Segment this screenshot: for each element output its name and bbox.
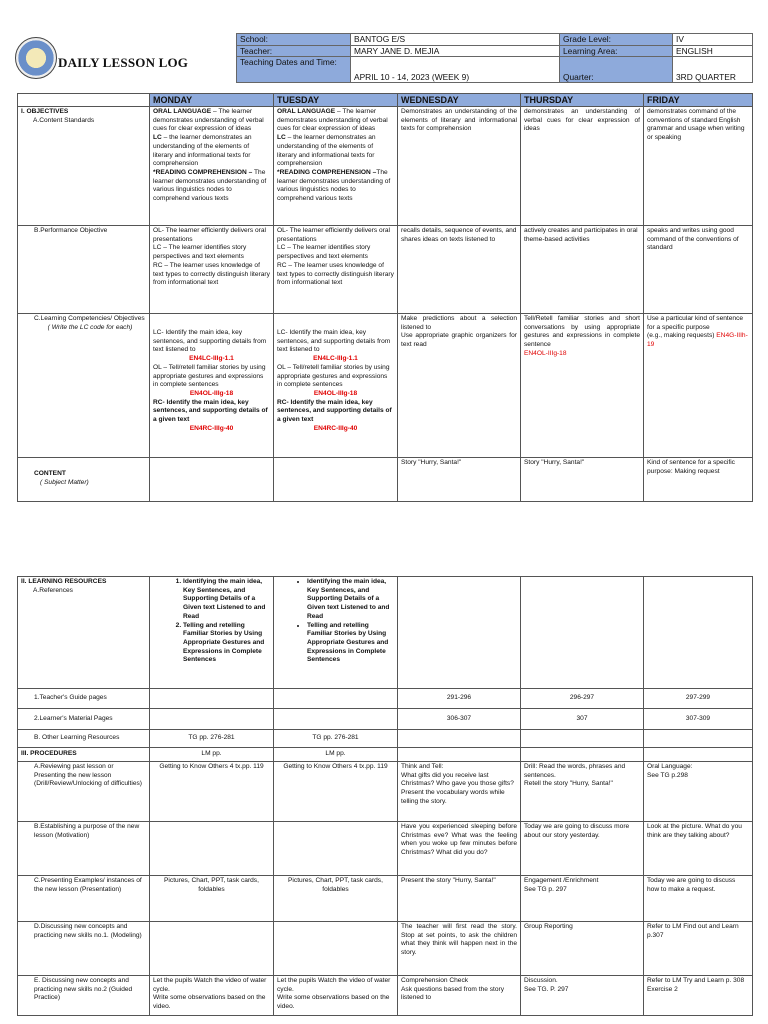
lc-thu-code: EN4OL-IIIg-18: [524, 349, 567, 357]
ref-tue-item-2: • Telling and retelling Familiar Stories by Using Appropriate Gestures and Expressions in Complete Sentences: [307, 622, 394, 666]
discussing-1-wednesday: The teacher will first read the story. Stop at set points, to ask the children what they think will happen next in the story.: [398, 922, 521, 976]
lc-mon-code-3: EN4RC-IIIg-40: [189, 424, 234, 432]
lc-fri-code: EN4G-IIIh-19: [647, 332, 748, 349]
content-monday: [150, 458, 274, 502]
grade-label: Grade Level:: [560, 34, 673, 46]
cs-mon-lc-bold: LC: [153, 134, 162, 142]
cs-mon-lc: – the learner demonstrates an understanding of the elements of literary and informational texts for comprehension: [153, 134, 252, 168]
teacher-label: Teacher:: [237, 45, 351, 57]
lc-thu-text: Tell/Retell familiar stories and short conversations by using appropriate gestures and expressions in complete sentence: [524, 315, 640, 349]
deped-seal-logo: [15, 37, 57, 79]
content-standards-text: A.Content Standards: [33, 116, 95, 124]
lm-friday: 307-309: [644, 709, 753, 730]
lm-tuesday: [274, 709, 398, 730]
cs-mon-rc-bold: *READING COMPREHENSION –: [153, 168, 253, 176]
procedures-table: [17, 576, 753, 1016]
cs-tue-lc-bold: LC: [277, 134, 286, 142]
performance-objective-wednesday: recalls details, sequence of events, and shares ideas on texts listened to: [398, 226, 521, 314]
area-label: Learning Area:: [560, 45, 673, 57]
lc-mon-code-2: EN4OL-IIIg-18: [189, 389, 234, 397]
procedures-thursday: [521, 748, 644, 762]
learning-competencies-tuesday: [274, 314, 398, 458]
lc-label-text: C.Learning Competencies/ Objectives: [34, 315, 145, 322]
lc-mon-code-1: EN4LC-IIIg-1.1: [189, 355, 234, 363]
discussing-1-tuesday: [274, 922, 398, 976]
cs-tue-rc-bold: *READING COMPREHENSION –: [277, 168, 377, 176]
discussing-1-monday: [150, 922, 274, 976]
tg-monday: [150, 689, 274, 709]
tg-wednesday: 291-296: [398, 689, 521, 709]
area-value: ENGLISH: [673, 45, 753, 57]
corner-cell: [18, 94, 150, 107]
ref-tue-item-1: • Identifying the main idea, Key Sentences, and Supporting Details of a Given text Listened to and Read: [307, 578, 394, 622]
content-standards-monday: [150, 107, 274, 226]
school-value: BANTOG E/S: [351, 34, 560, 46]
other-resources-label: B. Other Learning Resources: [18, 730, 150, 748]
performance-objective-tuesday: OL- The learner efficiently delivers oral presentations LC – The learner identifies story perspectives and text elements RC – The learner uses knowledge of text types to correctly distinguish literary from informational text: [274, 226, 398, 314]
content-friday: Kind of sentence for a specific purpose: Making request: [644, 458, 753, 502]
lm-wednesday: 306-307: [398, 709, 521, 730]
ref-mon-item-1: 1. Identifying the main idea, Key Sentences, and Supporting Details of a Given text Listened to and Read: [183, 578, 270, 622]
content-wednesday: Story "Hurry, Santa!": [398, 458, 521, 502]
cs-tue-ol-bold: ORAL LANGUAGE: [277, 108, 336, 115]
lc-tue-code-3: EN4RC-IIIg-40: [313, 424, 358, 432]
school-label: School:: [237, 34, 351, 46]
lc-tue-2: OL – Tell/retell familiar stories by using appropriate gestures and expressions in complete sentences: [277, 363, 390, 389]
lm-pages-label: 2.Learner's Material Pages: [18, 709, 150, 730]
dates-value: APRIL 10 - 14, 2023 (WEEK 9): [351, 57, 560, 83]
other-monday: TG pp. 276-281: [150, 730, 274, 748]
purpose-thursday: Today we are going to discuss more about our story yesterday.: [521, 822, 644, 876]
lc-tue-code-2: EN4OL-IIIg-18: [313, 389, 358, 397]
lm-thursday: 307: [521, 709, 644, 730]
content-sub-label: ( Subject Matter): [40, 478, 89, 486]
learning-competencies-thursday: [521, 314, 644, 458]
references-label: [18, 577, 150, 689]
tg-friday: 297-299: [644, 689, 753, 709]
purpose-wednesday: Have you experienced sleeping before Christmas eve? What was the feeling when you woke up few minutes before Christmas? What did you do?: [398, 822, 521, 876]
procedures-heading: III. PROCEDURES: [18, 748, 150, 762]
other-tuesday: TG pp. 276-281: [274, 730, 398, 748]
purpose-label: B.Establishing a purpose of the new lesson (Motivation): [18, 822, 150, 876]
references-monday: [150, 577, 274, 689]
procedures-wednesday: [398, 748, 521, 762]
lc-label-note: ( Write the LC code for each): [47, 323, 133, 331]
content-standards-tuesday: [274, 107, 398, 226]
lc-mon-3: RC- Identify the main idea, key sentences, and supporting details of a given text: [153, 398, 268, 424]
presenting-monday: Pictures, Chart, PPT, task cards, foldables: [150, 876, 274, 922]
references-wednesday: [398, 577, 521, 689]
tg-pages-label: 1.Teacher's Guide pages: [18, 689, 150, 709]
presenting-thursday: Engagement /Enrichment See TG p. 297: [521, 876, 644, 922]
day-header-wednesday: WEDNESDAY: [398, 94, 521, 107]
discussing-1-label: D.Discussing new concepts and practicing new skills no.1. (Modeling): [18, 922, 150, 976]
content-label-cell: [18, 458, 150, 502]
purpose-monday: [150, 822, 274, 876]
performance-objective-thursday: actively creates and participates in oral theme-based activities: [521, 226, 644, 314]
lc-mon-1: LC- Identify the main idea, key sentences, and supporting details from text listened to: [153, 329, 267, 354]
references-thursday: [521, 577, 644, 689]
learning-competencies-friday: [644, 314, 753, 458]
discussing-1-friday: Refer to LM Find out and Learn p.307: [644, 922, 753, 976]
content-standards-wednesday: Demonstrates an understanding of the elements of literary and informational texts for comprehension: [398, 107, 521, 226]
content-tuesday: [274, 458, 398, 502]
performance-objective-label: B.Performance Objective: [18, 226, 150, 314]
reviewing-label: A.Reviewing past lesson or Presenting the new lesson (Drill/Review/Unlocking of difficulties): [18, 762, 150, 822]
presenting-wednesday: Present the story "Hurry, Santa!": [398, 876, 521, 922]
reviewing-monday: Getting to Know Others 4 tx.pp. 119: [150, 762, 274, 822]
discussing-2-wednesday: Comprehension Check Ask questions based from the story listened to: [398, 976, 521, 1016]
cs-tue-lc: – the learner demonstrates an understanding of the elements of literary and informational texts for comprehension: [277, 134, 376, 168]
reviewing-friday: Oral Language: See TG p.298: [644, 762, 753, 822]
day-header-tuesday: TUESDAY: [274, 94, 398, 107]
quarter-label: Quarter:: [560, 57, 673, 83]
learning-competencies-wednesday: Make predictions about a selection listened to Use appropriate graphic organizers for text read: [398, 314, 521, 458]
content-standards-thursday: demonstrates an understanding of verbal cues for clear expression of ideas: [521, 107, 644, 226]
lc-tue-1: LC- Identify the main idea, key sentences, and supporting details from text listened to: [277, 329, 391, 354]
discussing-2-tuesday: Let the pupils Watch the video of water cycle. Write some observations based on the video.: [274, 976, 398, 1016]
lc-mon-2: OL – Tell/retell familiar stories by using appropriate gestures and expressions in complete sentences: [153, 363, 266, 389]
procedures-monday: LM pp.: [150, 748, 274, 762]
other-thursday: [521, 730, 644, 748]
other-wednesday: [398, 730, 521, 748]
lc-tue-code-1: EN4LC-IIIg-1.1: [313, 355, 358, 363]
presenting-friday: Today we are going to discuss how to make a request.: [644, 876, 753, 922]
lc-tue-3: RC- Identify the main idea, key sentences, and supporting details of a given text: [277, 398, 392, 424]
procedures-tuesday: LM pp.: [274, 748, 398, 762]
discussing-1-thursday: Group Reporting: [521, 922, 644, 976]
ref-mon-item-2: 2. Telling and retelling Familiar Stories by Using Appropriate Gestures and Expressions in Complete Sentences: [183, 622, 270, 666]
performance-objective-friday: speaks and writes using good command of the conventions of standard: [644, 226, 753, 314]
page-title: DAILY LESSON LOG: [58, 55, 189, 70]
discussing-2-thursday: Discussion. See TG. P. 297: [521, 976, 644, 1016]
discussing-2-friday: Refer to LM Try and Learn p. 308 Exercise 2: [644, 976, 753, 1016]
day-header-friday: FRIDAY: [644, 94, 753, 107]
objectives-heading: I. OBJECTIVES: [21, 108, 69, 115]
cs-mon-ol: – The learner demonstrates understanding of verbal cues for clear expression of ideas: [153, 108, 264, 133]
cs-tue-ol: – The learner demonstrates understanding of verbal cues for clear expression of ideas: [277, 108, 388, 133]
presenting-label: C.Presenting Examples/ instances of the new lesson (Presentation): [18, 876, 150, 922]
presenting-tuesday: Pictures, Chart, PPT, task cards, foldables: [274, 876, 398, 922]
quarter-value: 3RD QUARTER: [673, 57, 753, 83]
content-thursday: Story "Hurry, Santa!": [521, 458, 644, 502]
reviewing-wednesday: Think and Tell: What gifts did you receive last Christmas? Who gave you those gifts? Present the vocabulary words while telling the story.: [398, 762, 521, 822]
dates-label: Teaching Dates and Time:: [237, 57, 351, 83]
cs-tue-rc: The learner demonstrates understanding of various linguistics nodes to comprehend various texts: [277, 168, 391, 203]
learning-competencies-label: [18, 314, 150, 458]
learning-competencies-monday: [150, 314, 274, 458]
content-label: CONTENT: [34, 470, 66, 477]
references-tuesday: [274, 577, 398, 689]
lc-fri-text: Use a particular kind of sentence for a specific purpose (e.g., making requests): [647, 315, 744, 340]
other-friday: [644, 730, 753, 748]
content-standards-friday: demonstrates command of the conventions of standard English grammar and usage when writing or speaking: [644, 107, 753, 226]
reviewing-tuesday: Getting to Know Others 4 tx.pp. 119: [274, 762, 398, 822]
performance-objective-monday: OL- The learner efficiently delivers oral presentations LC – The learner identifies story perspectives and text elements RC – The learner uses knowledge of text types to correctly distinguish literary from informational text: [150, 226, 274, 314]
discussing-2-label: E. Discussing new concepts and practicing new skills no.2 (Guided Practice): [18, 976, 150, 1016]
procedures-friday: [644, 748, 753, 762]
discussing-2-monday: Let the pupils Watch the video of water cycle. Write some observations based on the video.: [150, 976, 274, 1016]
day-header-monday: MONDAY: [150, 94, 274, 107]
teacher-value: MARY JANE D. MEJIA: [351, 45, 560, 57]
cs-mon-ol-bold: ORAL LANGUAGE: [153, 108, 212, 115]
grade-value: IV: [673, 34, 753, 46]
objectives-table: [17, 93, 753, 502]
lm-monday: [150, 709, 274, 730]
cs-mon-rc: The learner demonstrates understanding of various linguistics nodes to comprehend various texts: [153, 168, 267, 203]
reviewing-thursday: Drill: Read the words, phrases and sentences. Retell the story "Hurry, Santa!": [521, 762, 644, 822]
content-standards-label: [18, 107, 150, 226]
day-header-thursday: THURSDAY: [521, 94, 644, 107]
references-friday: [644, 577, 753, 689]
tg-tuesday: [274, 689, 398, 709]
references-text: A.References: [33, 586, 73, 594]
resources-heading: II. LEARNING RESOURCES: [21, 578, 107, 585]
tg-thursday: 296-297: [521, 689, 644, 709]
header-info-table: [236, 33, 753, 83]
purpose-friday: Look at the picture. What do you think are they talking about?: [644, 822, 753, 876]
purpose-tuesday: [274, 822, 398, 876]
